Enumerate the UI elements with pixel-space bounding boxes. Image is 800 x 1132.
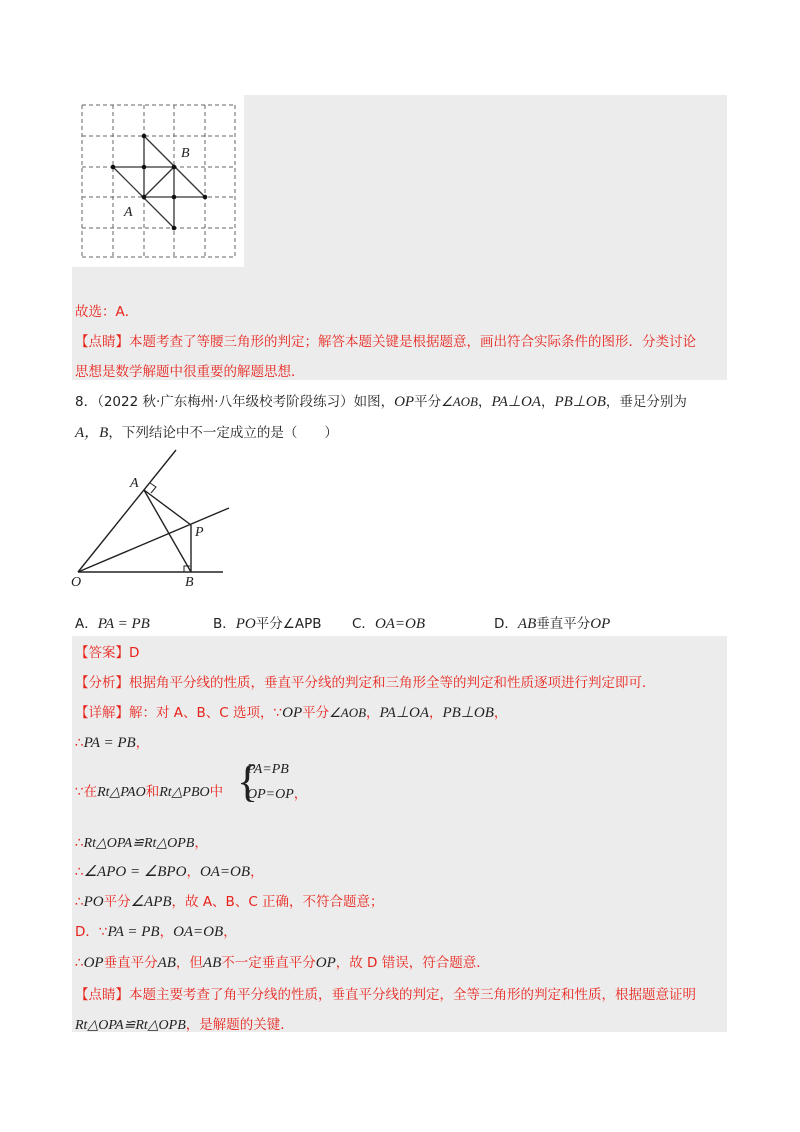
option-d-letter: D． [494, 616, 518, 632]
therefore: ∴ [75, 894, 84, 910]
question-line2 [75, 421, 338, 442]
math-pa-perp: PA⊥OA [491, 394, 541, 410]
text-foot: ，垂足分别为 [605, 394, 687, 410]
comma: ， [540, 394, 555, 410]
detail-text: ， [366, 705, 380, 721]
dianjing-text: 本题考查了等腰三角形的判定；解答本题关键是根据题意，画出符合实际条件的图形．分类讨论 [129, 334, 696, 350]
system-brace: { [237, 757, 259, 806]
math-congruent: Rt△OPA≌Rt△OPB [75, 1018, 186, 1033]
answer-tag: 【答案】 [75, 645, 129, 661]
math-oa-ob: OA=OB [173, 924, 224, 940]
math-rt-pao: Rt△PAO [97, 785, 146, 800]
detail-line4 [75, 831, 208, 852]
option-c-math: OA=OB [374, 616, 426, 632]
detail-text: ∵在 [75, 784, 98, 800]
detail-text: ，但 [175, 955, 203, 971]
detail-text: ，故 D 错误，符合题意． [335, 955, 490, 971]
detail-line6 [75, 890, 384, 911]
detail-text: ， [429, 705, 443, 721]
math-pb-perp: PB⊥OB [554, 394, 606, 410]
detail-text: ， [293, 786, 308, 802]
math-op-op: OP=OP [247, 787, 294, 802]
math-angle-eq: ∠APO = ∠BPO [83, 864, 187, 880]
option-a-letter: A． [75, 616, 98, 632]
dianjing-text: ，是解题的关键． [185, 1017, 294, 1033]
grid-figure [72, 95, 244, 267]
answer-line [75, 641, 139, 661]
answer-value: D [129, 645, 140, 661]
option-c[interactable] [352, 612, 425, 633]
comma: ， [478, 394, 492, 410]
detail-line1 [75, 701, 507, 722]
math-pa-pb: PA = PB [83, 735, 136, 751]
math-op: OP [282, 705, 303, 721]
detail-text: ， [135, 735, 150, 751]
detail-text: ， [194, 835, 208, 851]
detail-line3 [75, 780, 223, 801]
math-ab: AB [202, 955, 222, 971]
math-angle: ∠AOB [329, 705, 367, 720]
option-d-math: AB [517, 616, 537, 632]
detail-text: ， [159, 924, 174, 940]
detail-text: ， [186, 864, 200, 880]
option-a-math: PA = PB [97, 616, 150, 632]
option-b-math: PO [235, 616, 256, 632]
therefore: ∴ [75, 835, 84, 851]
analysis-line [75, 671, 656, 691]
math-rt-pbo: Rt△PBO [159, 785, 210, 800]
math-ab: AB [157, 955, 176, 971]
detail-text: ，故 A、B、C 正确，不符合题意； [171, 894, 384, 910]
detail-text: ， [493, 705, 508, 721]
math-oa-ob: OA=OB [199, 864, 251, 880]
dianjing-1-line1 [75, 330, 696, 350]
math-pb-perp: PB⊥OB [442, 705, 494, 721]
math-angle-apb: ∠APB [130, 894, 172, 910]
option-b-letter: B． [213, 616, 236, 632]
detail-text: 平分 [103, 894, 131, 910]
dianjing-1-line2: 思想是数学解题中很重要的解题思想． [75, 364, 305, 380]
math-op: OP [83, 955, 104, 971]
detail-line8 [75, 951, 490, 972]
detail-line5 [75, 860, 264, 881]
detail-line7 [75, 920, 237, 941]
option-b-text: 平分∠APB [255, 616, 322, 632]
dianjing-text: 本题主要考查了角平分线的性质，垂直平分线的判定，全等三角形的判定和性质，根据题意证明 [129, 987, 696, 1003]
option-b[interactable] [213, 612, 322, 633]
grid-label-b: B [181, 146, 190, 161]
detail-line2 [75, 731, 149, 752]
detail-text: 垂直平分 [103, 955, 158, 971]
fig-label-o: O [71, 575, 82, 590]
math-congruent: Rt△OPA≌Rt△OPB [83, 836, 195, 851]
math-pa-pb: PA = PB [107, 924, 160, 940]
detail-text: 和 [145, 784, 160, 800]
math-ab: A，B [75, 425, 109, 441]
dianjing-2-line1 [75, 983, 696, 1003]
detail-text: D．∵ [75, 924, 108, 940]
option-d[interactable] [494, 612, 610, 633]
system-eq2 [247, 782, 307, 803]
dianjing-tag: 【点睛】 [75, 334, 129, 350]
detail-text: 平分 [302, 705, 330, 721]
analysis-tag: 【分析】 [75, 675, 129, 691]
detail-text: ， [250, 864, 264, 880]
grid-label-a: A [124, 205, 133, 220]
option-c-letter: C． [352, 616, 375, 632]
detail-tag: 【详解】 [75, 705, 129, 721]
therefore: ∴ [75, 735, 84, 751]
math-angle-aob: ∠AOB [441, 394, 479, 409]
geometry-figure [66, 445, 241, 590]
question-line1 [75, 390, 687, 411]
analysis-text: 根据角平分线的性质，垂直平分线的判定和三角形全等的判定和性质逐项进行判定即可． [129, 675, 656, 691]
question-rest: ，下列结论中不一定成立的是（ ） [108, 425, 338, 441]
option-a[interactable] [75, 612, 150, 633]
math-pa-perp: PA⊥OA [379, 705, 429, 721]
detail-text: 解：对 A、B、C 选项，∵ [129, 705, 283, 721]
question-source: （2022 秋·广东梅州·八年级校考阶段练习）如图， [97, 394, 395, 410]
choose-line: 故选：A． [75, 304, 139, 320]
system-eq1: PA=PB [247, 762, 289, 777]
therefore: ∴ [75, 864, 84, 880]
fig-label-b: B [185, 575, 194, 590]
fig-label-p: P [195, 525, 204, 540]
fig-label-a: A [130, 476, 139, 491]
math-po: PO [83, 894, 104, 910]
therefore: ∴ [75, 955, 84, 971]
dianjing-2-line2 [75, 1013, 294, 1034]
dianjing-tag: 【点睛】 [75, 987, 129, 1003]
detail-text: 不一定垂直平分 [221, 955, 316, 971]
question-number: 8． [75, 394, 98, 410]
text-pingfen: 平分 [414, 394, 442, 410]
detail-text: 中 [209, 784, 224, 800]
math-op: OP [315, 955, 336, 971]
option-d-math2: OP [590, 616, 611, 632]
option-d-text: 垂直平分 [536, 616, 591, 632]
math-op: OP [394, 394, 415, 410]
detail-text: ， [223, 924, 237, 940]
